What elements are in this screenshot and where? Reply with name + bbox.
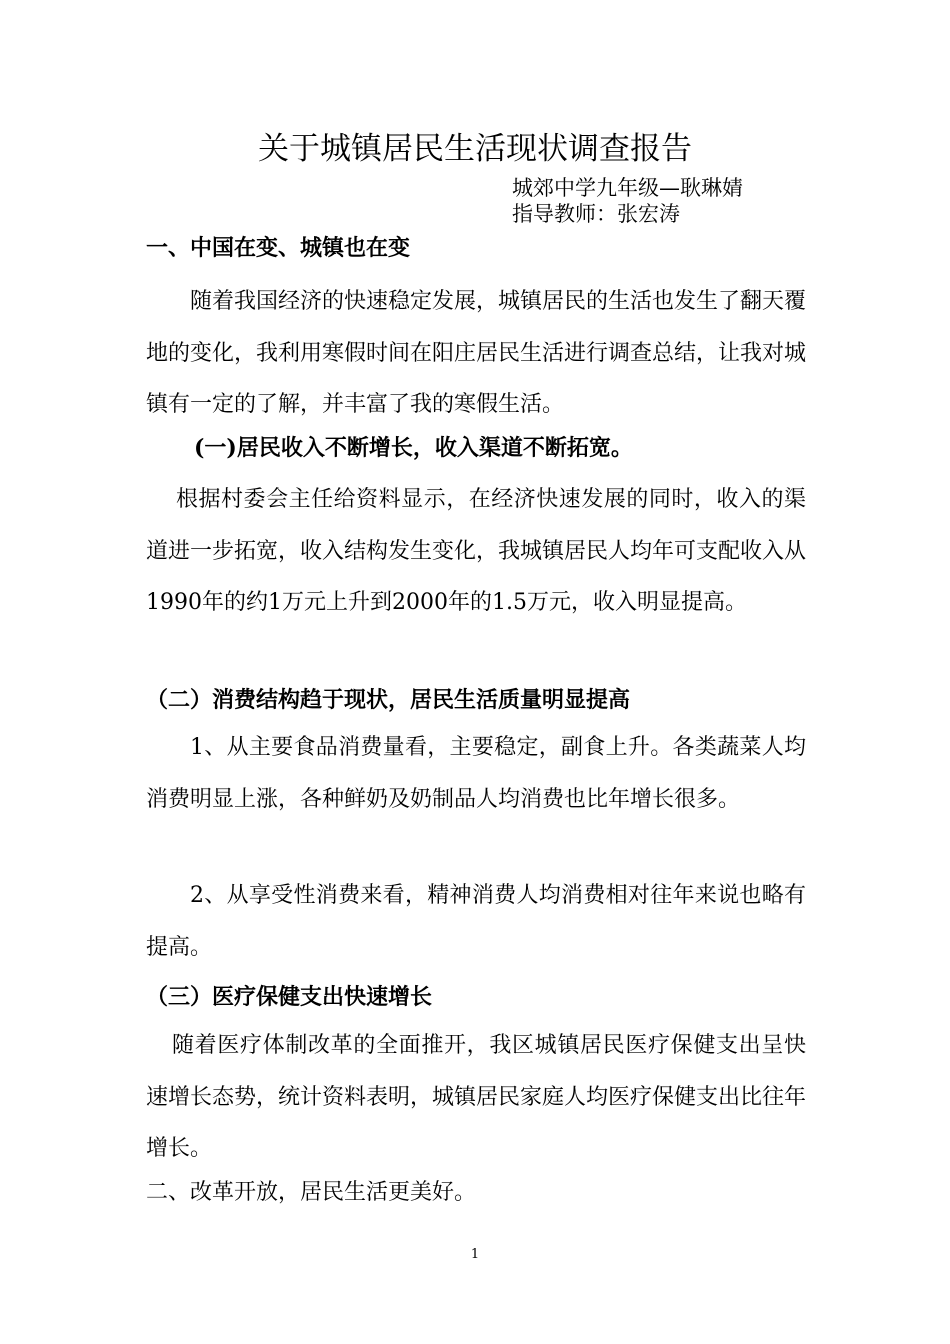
subsection-2-item-1: 1、从主要食品消费量看，主要稳定，副食上升。各类蔬菜人均消费明显上涨，各种鲜奶及奶制品人均消费也比年增长很多。 [146, 735, 806, 812]
subsection-1-heading: (一)居民收入不断增长，收入渠道不断拓宽。 [194, 435, 633, 461]
author-line: 城郊中学九年级—耿琳婧 [512, 176, 743, 200]
page-number: 1 [470, 1247, 480, 1262]
teacher-line: 指导教师：张宏涛 [512, 202, 680, 226]
section-1-intro-paragraph: 随着我国经济的快速稳定发展，城镇居民的生活也发生了翻天覆地的变化，我利用寒假时间在阳庄居民生活进行调查总结，让我对城镇有一定的了解，并丰富了我的寒假生活。 [146, 289, 807, 417]
document-title: 关于城镇居民生活现状调查报告 [258, 131, 692, 167]
subsection-2-heading: （二）消费结构趋于现状，居民生活质量明显提高 [146, 687, 631, 713]
subsection-3-heading: （三）医疗保健支出快速增长 [146, 984, 433, 1010]
section-1-heading: 一、中国在变、城镇也在变 [146, 236, 411, 261]
subsection-2-item-2: 2、从享受性消费来看，精神消费人均消费相对往年来说也略有提高。 [146, 883, 806, 960]
subsection-1-paragraph: 根据村委会主任给资料显示，在经济快速发展的同时，收入的渠道进一步拓宽，收入结构发生变化，我城镇居民人均年可支配收入从1990年的约1万元上升到2000年的1.5万元，收入明显提高。 [146, 487, 807, 615]
subsection-3-paragraph: 随着医疗体制改革的全面推开，我区城镇居民医疗保健支出呈快速增长态势，统计资料表明，城镇居民家庭人均医疗保健支出比往年增长。 [146, 1033, 807, 1161]
section-2-heading: 二、改革开放，居民生活更美好。 [146, 1180, 477, 1205]
